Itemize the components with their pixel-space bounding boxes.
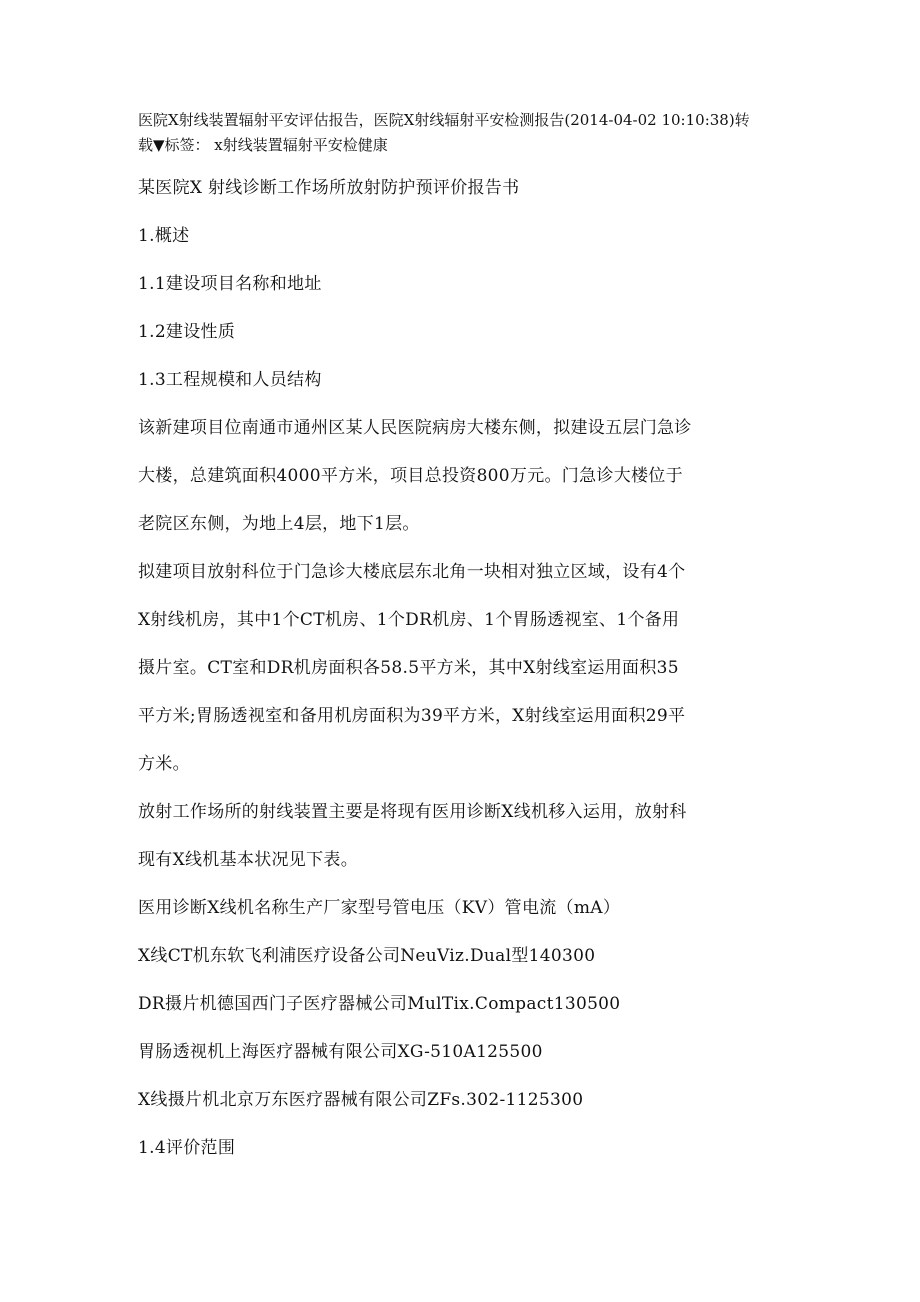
paragraph-3-line: 放射工作场所的射线装置主要是将现有医用诊断X线机移入运用，放射科 — [138, 802, 687, 822]
section-heading-1-2: 1.2建设性质 — [138, 322, 236, 342]
paragraph-2-line: 平方米;胃肠透视室和备用机房面积为39平方米，X射线室运用面积29平 — [138, 706, 686, 726]
paragraph-2-line: 方米。 — [138, 754, 190, 774]
table-row: 胃肠透视机上海医疗器械有限公司XG-510A125500 — [138, 1042, 543, 1062]
paragraph-1-line: 老院区东侧，为地上4层，地下1层。 — [138, 514, 420, 534]
section-heading-1-3: 1.3工程规模和人员结构 — [138, 370, 322, 390]
table-row: X线摄片机北京万东医疗器械有限公司ZFs.302-1125300 — [138, 1090, 584, 1110]
section-heading-1-1: 1.1建设项目名称和地址 — [138, 274, 322, 294]
table-row: X线CT机东软飞利浦医疗设备公司NeuViz.Dual型140300 — [138, 946, 596, 966]
paragraph-2-line: X射线机房，其中1个CT机房、1个DR机房、1个胃肠透视室、1个备用 — [138, 610, 680, 630]
paragraph-2-line: 拟建项目放射科位于门急诊大楼底层东北角一块相对独立区域，设有4个 — [138, 562, 686, 582]
header-line-1: 医院X射线装置辐射平安评估报告，医院X射线辐射平安检测报告(2014-04-02 10:10:38)转 — [138, 111, 750, 129]
document-title: 某医院X 射线诊断工作场所放射防护预评价报告书 — [138, 178, 520, 198]
document-page — [138, 108, 786, 1172]
section-heading-1-4: 1.4评价范围 — [138, 1138, 236, 1158]
table-row: DR摄片机德国西门子医疗器械公司MulTix.Compact130500 — [138, 994, 621, 1014]
paragraph-1-line: 该新建项目位南通市通州区某人民医院病房大楼东侧，拟建设五层门急诊 — [138, 418, 692, 438]
paragraph-2-line: 摄片室。CT室和DR机房面积各58.5平方米，其中X射线室运用面积35 — [138, 658, 679, 678]
section-heading-1: 1.概述 — [138, 226, 190, 246]
table-header-line: 医用诊断X线机名称生产厂家型号管电压（KV）管电流（mA） — [138, 898, 621, 918]
paragraph-3-line: 现有X线机基本状况见下表。 — [138, 850, 359, 870]
header-line-2: 载▼标签： x射线装置辐射平安检健康 — [138, 136, 388, 154]
paragraph-1-line: 大楼，总建筑面积4000平方米，项目总投资800万元。门急诊大楼位于 — [138, 466, 683, 486]
